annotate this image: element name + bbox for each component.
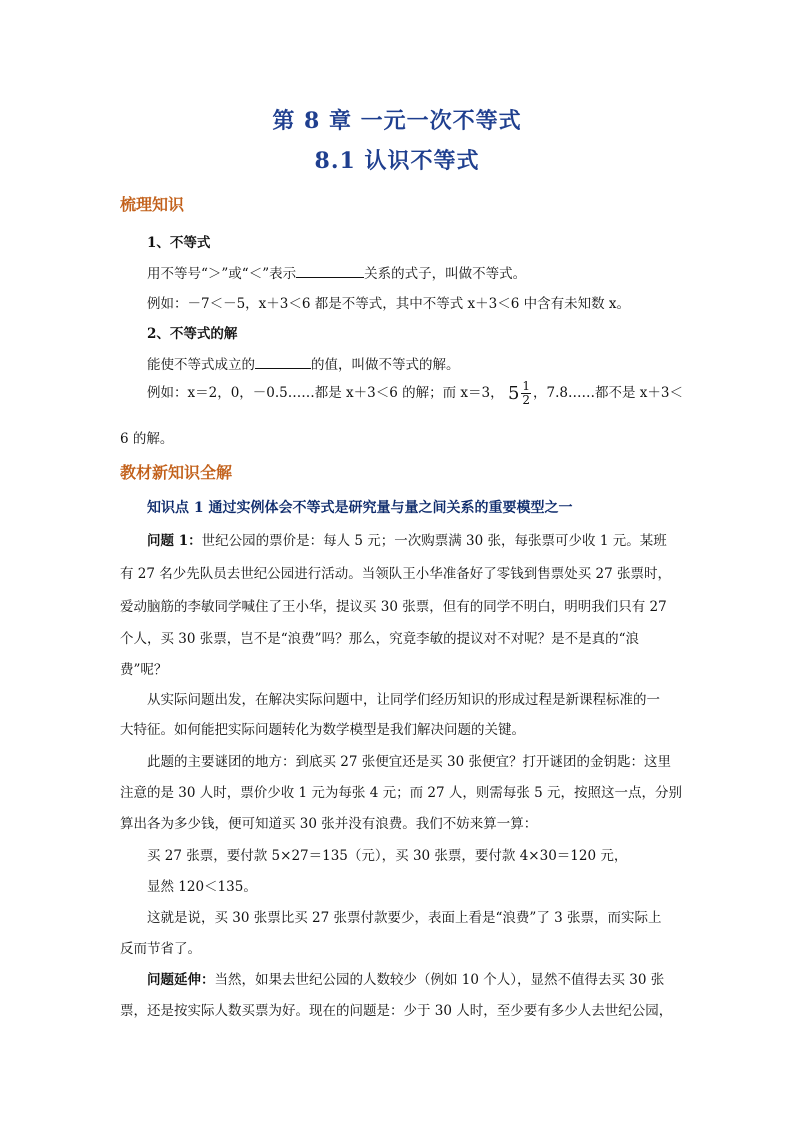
item1-definition	[147, 262, 526, 282]
calc-line-1: 买 27 张票，要付款 5×27＝135（元），买 30 张票，要付款 4×30＝120 元，	[147, 848, 628, 864]
para1-line-1: 从实际问题出发，在解决实际问题中，让同学们经历知识的形成过程是新课程标准的一	[147, 692, 660, 708]
fraction	[521, 380, 531, 407]
item2-example-part1: 例如：x＝2，0，－0.5……都是 x＋3＜6 的解；而 x＝3，	[147, 385, 504, 401]
item2-example-cont: 6 的解。	[120, 431, 174, 447]
problem-line-4: 个人，买 30 张票，岂不是“浪费”吗？那么，究竟李敏的提议对不对呢？是不是真的“浪	[120, 631, 639, 647]
section-title: 8.1 认识不等式	[314, 148, 480, 174]
item2-definition	[147, 353, 460, 373]
heading-new-knowledge: 教材新知识全解	[120, 463, 233, 482]
mixed-number-whole: 5	[507, 383, 520, 404]
extension-line-1	[147, 968, 664, 988]
knowledge-point-1: 知识点 1 通过实例体会不等式是研究量与量之间关系的重要模型之一	[147, 500, 573, 516]
calc-line-2: 显然 120＜135。	[147, 879, 257, 895]
extension-line-2: 票，还是按实际人数买票为好。现在的问题是：少于 30 人时，至少要有多少人去世纪公园，	[120, 1003, 673, 1019]
item1-definition-part1: 用不等号“＞”或“＜”表示	[147, 266, 297, 282]
problem-line-1	[147, 529, 667, 549]
extension-label: 问题延伸：	[147, 972, 215, 988]
para2-line-2: 注意的是 30 人时，票价少收 1 元为每张 4 元；而 27 人，则需每张 5 元，按照这一点，分别	[120, 785, 683, 801]
item2-example	[147, 380, 683, 407]
item1-heading: 1、不等式	[147, 235, 211, 251]
item1-definition-part2: 关系的式子，叫做不等式。	[364, 266, 527, 282]
para3-line-1: 这就是说，买 30 张票比买 27 张票付款要少，表面上看是“浪费”了 3 张票，而实际上	[147, 910, 662, 926]
para2-line-3: 算出各为多少钱，便可知道买 30 张并没有浪费。我们不妨来算一算：	[120, 816, 538, 832]
para1-line-2: 大特征。如何能把实际问题转化为数学模型是我们解决问题的关键。	[120, 722, 525, 738]
chapter-title: 第 8 章 一元一次不等式	[272, 108, 522, 134]
problem-line-3: 爱动脑筋的李敏同学喊住了王小华，提议买 30 张票，但有的同学不明白，明明我们只有 27	[120, 599, 667, 615]
item1-example: 例如：－7＜－5，x＋3＜6 都是不等式，其中不等式 x＋3＜6 中含有未知数 x。	[147, 296, 631, 312]
item2-definition-part1: 能使不等式成立的	[147, 357, 255, 373]
extension-text-1: 当然，如果去世纪公园的人数较少（例如 10 个人），显然不值得去买 30 张	[214, 972, 665, 988]
fill-blank-1[interactable]	[296, 264, 364, 279]
heading-review-knowledge: 梳理知识	[120, 195, 185, 214]
fill-blank-2[interactable]	[255, 355, 311, 370]
fraction-numerator: 1	[522, 379, 531, 393]
item2-example-part2: ，7.8……都不是 x＋3＜	[533, 385, 683, 401]
item2-definition-part2: 的值，叫做不等式的解。	[311, 357, 460, 373]
para2-line-1: 此题的主要谜团的地方：到底买 27 张便宜还是买 30 张便宜？打开谜团的金钥匙：这里	[147, 754, 672, 770]
fraction-denominator: 2	[522, 393, 531, 407]
problem-line-5: 费”呢？	[120, 662, 168, 678]
problem-label: 问题 1：	[147, 533, 202, 549]
problem-line-2: 有 27 名少先队员去世纪公园进行活动。当领队王小华准备好了零钱到售票处买 27 张票时，	[120, 566, 672, 582]
problem-text-1: 世纪公园的票价是：每人 5 元；一次购票满 30 张，每张票可少收 1 元。某班	[201, 533, 667, 549]
para3-line-2: 反而节省了。	[120, 941, 201, 957]
item2-heading: 2、不等式的解	[147, 326, 238, 342]
